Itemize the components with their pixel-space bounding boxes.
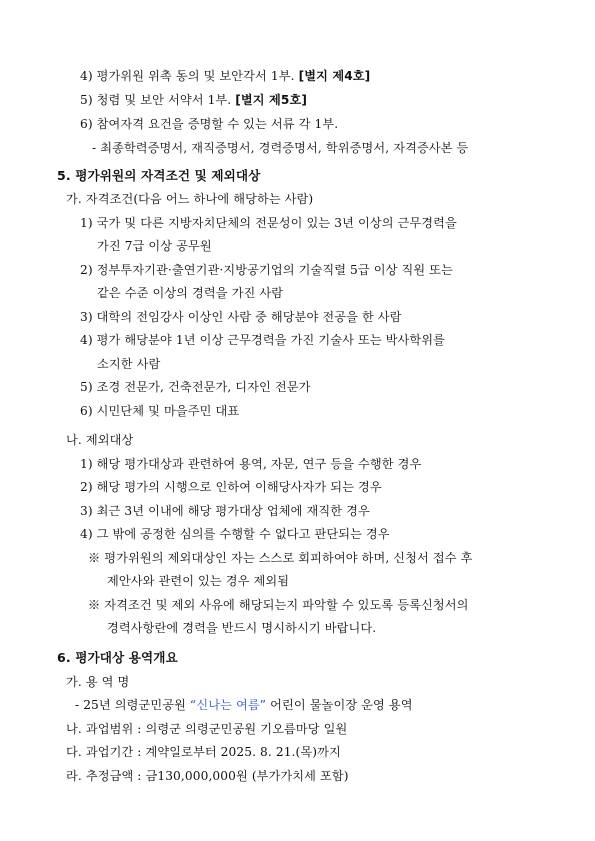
section-5-title: 5. 평가위원의 자격조건 및 제외대상: [57, 168, 261, 183]
qualification-item-6: 6) 시민단체 및 마을주민 대표: [80, 404, 240, 418]
form-ref-5: [별지 제5호]: [235, 93, 308, 107]
service-name: [75, 697, 413, 713]
qualification-item-2-cont: 같은 수준 이상의 경력을 가진 사람: [97, 286, 284, 300]
qualification-item-4: 4) 평가 해당분야 1년 이상 근무경력을 가진 기술사 또는 박사학위를: [80, 333, 446, 347]
submission-item-6-note: - 최종학력증명서, 재직증명서, 경력증명서, 학위증명서, 자격증사본 등: [92, 141, 469, 155]
service-name-highlight: “신나는 여름”: [189, 698, 267, 712]
exclusion-item-1: 1) 해당 평가대상과 관련하여 용역, 자문, 연구 등을 수행한 경우: [80, 457, 422, 471]
exclusion-item-4: 4) 그 밖에 공정한 심의를 수행할 수 없다고 판단되는 경우: [80, 527, 390, 541]
qualification-item-5: 5) 조경 전문가, 건축전문가, 디자인 전문가: [80, 380, 311, 394]
note-2: ※ 자격조건 및 제외 사유에 해당되는지 파악할 수 있도록 등록신청서의: [88, 598, 469, 612]
qualification-item-1: 1) 국가 및 다른 지방자치단체의 전문성이 있는 3년 이상의 근무경력을: [80, 216, 457, 230]
service-name-suffix: 어린이 물놀이장 운영 용역: [266, 698, 413, 712]
note-2-cont: 경력사항란에 경력을 반드시 명시하시기 바랍니다.: [107, 621, 377, 635]
submission-item-4-text: 4) 평가위원 위촉 동의 및 보안각서 1부.: [80, 69, 299, 83]
qualification-heading: 가. 자격조건(다음 어느 하나에 해당하는 사람): [66, 192, 314, 206]
form-ref-4: [별지 제4호]: [298, 69, 371, 83]
work-scope: 나. 과업범위 : 의령군 의령군민공원 기오름마당 일원: [66, 722, 348, 736]
submission-item-5-text: 5) 청렴 및 보안 서약서 1부.: [80, 93, 236, 107]
submission-item-5: [80, 92, 307, 108]
service-name-heading: 가. 용 역 명: [66, 675, 130, 689]
service-name-prefix: - 25년 의령군민공원: [75, 698, 190, 712]
exclusion-heading: 나. 제외대상: [66, 433, 134, 447]
submission-item-4: [80, 68, 370, 84]
exclusion-item-2: 2) 해당 평가의 시행으로 인하여 이해당사자가 되는 경우: [80, 480, 382, 494]
section-6-title: 6. 평가대상 용역개요: [57, 650, 178, 665]
qualification-item-3: 3) 대학의 전임강사 이상인 사람 중 해당분야 전공을 한 사람: [80, 310, 402, 324]
exclusion-item-3: 3) 최근 3년 이내에 해당 평가대상 업체에 재직한 경우: [80, 504, 370, 518]
work-period: 다. 과업기간 : 계약일로부터 2025. 8. 21.(목)까지: [66, 745, 341, 759]
submission-item-6: 6) 참여자격 요건을 증명할 수 있는 서류 각 1부.: [80, 117, 339, 131]
note-1-cont: 제안사와 관련이 있는 경우 제외됨: [107, 574, 290, 588]
estimated-amount: 라. 추정금액 : 금130,000,000원 (부가가치세 포함): [66, 769, 349, 783]
note-1: ※ 평가위원의 제외대상인 자는 스스로 회피하여야 하며, 신청서 접수 후: [88, 551, 473, 565]
qualification-item-4-cont: 소지한 사람: [97, 357, 161, 371]
qualification-item-1-cont: 가진 7급 이상 공무원: [97, 239, 212, 253]
qualification-item-2: 2) 정부투자기관·출연기관·지방공기업의 기술직렬 5급 이상 직원 또는: [80, 263, 453, 277]
